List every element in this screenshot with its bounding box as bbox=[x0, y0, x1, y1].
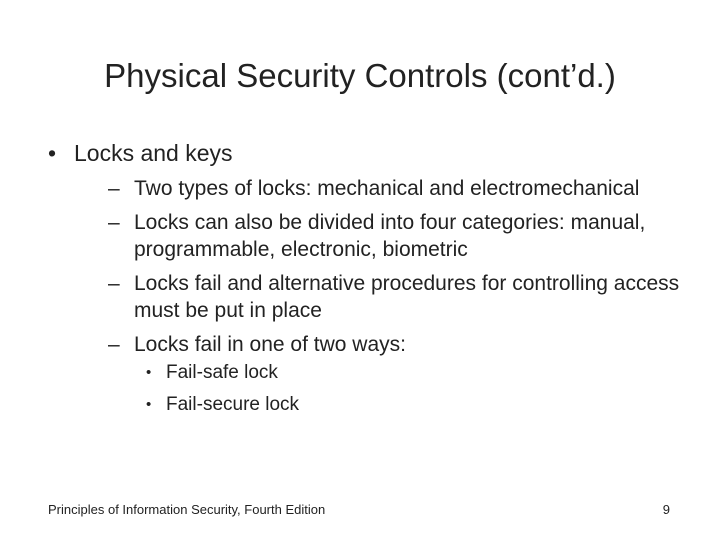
sub-sub-bullet-text: Fail-secure lock bbox=[166, 394, 300, 415]
bullet-list bbox=[48, 138, 688, 425]
dash-icon: – bbox=[108, 177, 120, 200]
slide-title: Physical Security Controls (cont’d.) bbox=[104, 57, 616, 94]
sub-bullet-item bbox=[74, 209, 688, 263]
sub-bullet-list bbox=[74, 175, 688, 417]
dash-icon: – bbox=[108, 211, 120, 234]
bullet-icon: • bbox=[48, 140, 57, 166]
dash-icon: – bbox=[108, 333, 120, 356]
sub-bullet-item bbox=[74, 175, 688, 202]
footer-source: Principles of Information Security, Fourth Edition bbox=[48, 502, 326, 517]
small-bullet-icon: • bbox=[146, 396, 152, 413]
sub-sub-bullet-item bbox=[74, 393, 688, 417]
sub-sub-bullet-text: Fail-safe lock bbox=[166, 362, 278, 383]
sub-bullet-item bbox=[74, 331, 688, 417]
sub-bullet-text: Locks can also be divided into four categories: manual, programmable, electronic, biometric bbox=[134, 211, 646, 261]
bullet-item bbox=[48, 138, 688, 417]
sub-sub-bullet-item bbox=[74, 361, 688, 385]
page-number: 9 bbox=[662, 502, 670, 517]
dash-icon: – bbox=[108, 272, 120, 295]
small-bullet-icon: • bbox=[146, 364, 152, 381]
sub-bullet-item bbox=[74, 270, 688, 324]
bullet-text: Locks and keys bbox=[74, 140, 233, 166]
sub-bullet-text: Two types of locks: mechanical and electromechanical bbox=[134, 177, 640, 200]
sub-bullet-text: Locks fail in one of two ways: bbox=[134, 333, 406, 356]
sub-sub-bullet-list bbox=[74, 361, 688, 417]
sub-bullet-text: Locks fail and alternative procedures for controlling access must be put in place bbox=[134, 272, 680, 322]
